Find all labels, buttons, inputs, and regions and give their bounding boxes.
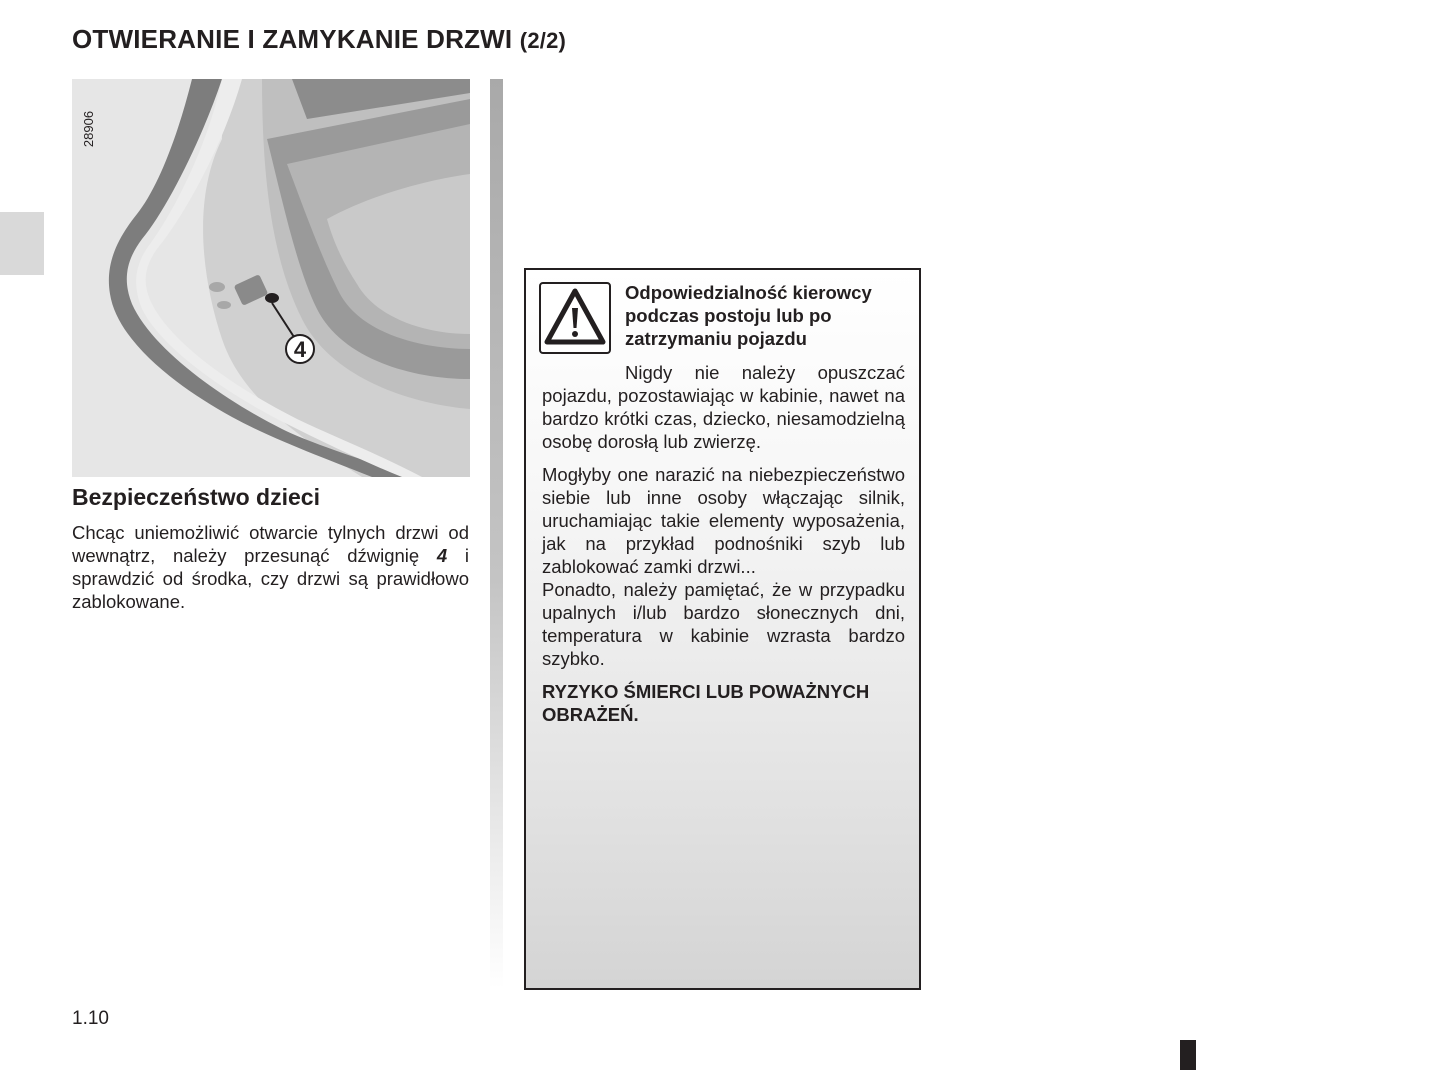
column-divider (490, 79, 503, 989)
warning-paragraph-1: Nigdy nie należy opuszczać pojazdu, pozostawiając w kabinie, nawet na bardzo krótki czas, dziecko, niesamodzielną osobę dorosłą lub zwierzę. (542, 362, 905, 452)
door-illustration (72, 79, 470, 477)
rear-door-child-lock-illustration (72, 79, 470, 477)
lever-reference: 4 (436, 545, 448, 566)
child-safety-text-before: Chcąc uniemożliwić otwarcie tylnych drzwi od wewnątrz, należy przesunąć dźwignię (72, 522, 469, 566)
warning-title: Odpowiedzialność kierowcy podczas postoju lub po zatrzymaniu pojazdu (625, 282, 872, 349)
section-heading-child-safety: Bezpieczeństwo dzieci (72, 484, 320, 510)
figure-code: 28906 (81, 110, 96, 148)
warning-box (524, 268, 921, 990)
warning-triangle-icon (539, 282, 611, 354)
warning-caps-text: RYZYKO ŚMIERCI LUB POWAŻNYCH OBRAŻEŃ. (542, 681, 870, 725)
page-title-main: OTWIERANIE I ZAMYKANIE DRZWI (72, 24, 513, 54)
page-number: 1.10 (72, 1008, 109, 1029)
warning-paragraph-2: Mogłyby one narazić na niebezpieczeństwo siebie lub inne osoby włączając silnik, uruchamiając takie elementy wyposażenia, jak na przykład podnośniki szyb lub zablokować zamki drzwi... (542, 464, 905, 577)
callout-4-label: 4 (293, 337, 307, 362)
corner-mark (1180, 1040, 1196, 1070)
section-side-tab (0, 212, 44, 275)
page-title-suffix: (2/2) (519, 28, 567, 53)
warning-paragraph-3: Ponadto, należy pamiętać, że w przypadku upalnych i/lub bardzo słonecznych dni, temperatura w kabinie wzrasta bardzo szybko. (542, 579, 905, 669)
page-title (72, 24, 566, 55)
warning-content (542, 361, 905, 736)
child-safety-text (72, 521, 469, 613)
child-safety-text-after: i sprawdzić od środka, czy drzwi są prawidłowo zablokowane. (72, 545, 470, 612)
